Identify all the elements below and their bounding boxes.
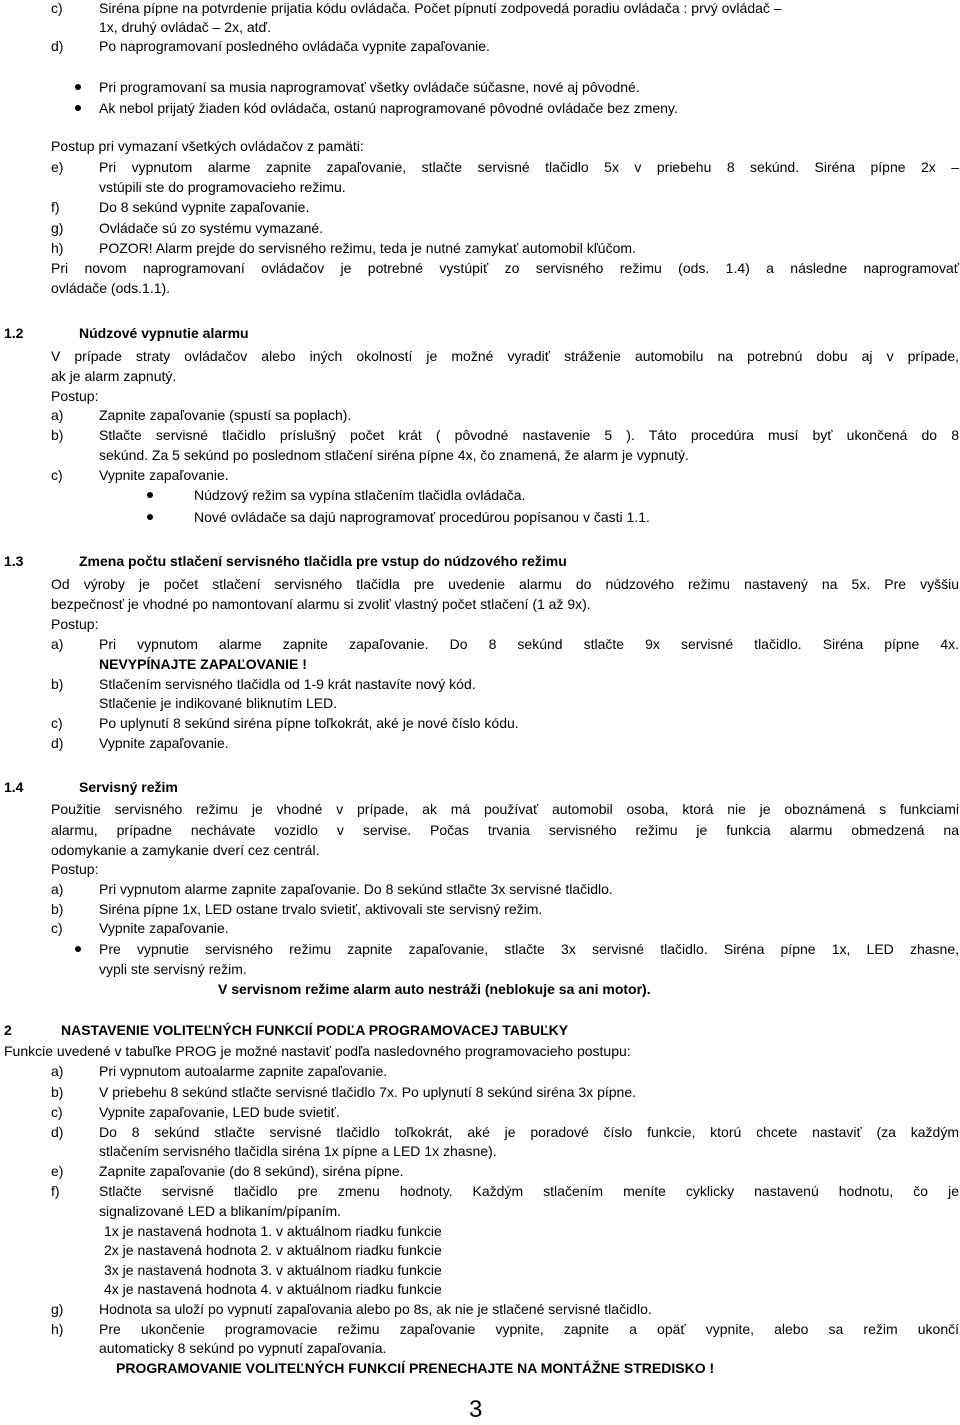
warning-text: NEVYPÍNAJTE ZAPAĽOVANIE ! bbox=[99, 656, 307, 672]
paragraph-text: Použitie servisného režimu je vhodné v prípade, ak má používať automobil osoba, ktorá nie je oboznámená s funkciami bbox=[51, 801, 959, 817]
section-title: Zmena počtu stlačení servisného tlačidla pre vstup do núdzového režimu bbox=[79, 553, 567, 569]
list-label: c) bbox=[51, 0, 63, 16]
list-text: Stlačením servisného tlačidla od 1-9 krát nastavíte nový kód. bbox=[99, 676, 476, 692]
value-line: 2x je nastavená hodnota 2. v aktuálnom riadku funkcie bbox=[104, 1242, 442, 1258]
section-title: Servisný režim bbox=[79, 779, 178, 795]
bullet-text: Nové ovládače sa dajú naprogramovať procedúrou popísanou v časti 1.1. bbox=[194, 509, 650, 525]
section-title: Núdzové vypnutie alarmu bbox=[79, 325, 249, 341]
list-text: signalizované LED a blikaním/pípaním. bbox=[99, 1203, 342, 1219]
paragraph-text: Pri novom naprogramovaní ovládačov je potrebné vystúpiť zo servisného režimu (ods. 1.4) a následne naprogramovať bbox=[51, 260, 959, 276]
list-text: Zapnite zapaľovanie (do 8 sekúnd), siréna pípne. bbox=[99, 1163, 404, 1179]
list-text: vstúpili ste do programovacieho režimu. bbox=[99, 179, 346, 195]
bullet-text: Núdzový režim sa vypína stlačením tlačidla ovládača. bbox=[194, 487, 526, 503]
list-label: c) bbox=[51, 467, 63, 483]
list-label: d) bbox=[51, 735, 64, 751]
list-text: Ovládače sú zo systému vymazané. bbox=[99, 220, 324, 236]
list-label: b) bbox=[51, 1084, 64, 1100]
value-line: 4x je nastavená hodnota 4. v aktuálnom riadku funkcie bbox=[104, 1281, 442, 1297]
list-label: c) bbox=[51, 715, 63, 731]
bullet-icon bbox=[75, 84, 81, 90]
paragraph-heading: Postup pri vymazaní všetkých ovládačov z pamäti: bbox=[51, 138, 364, 154]
value-line: 1x je nastavená hodnota 1. v aktuálnom riadku funkcie bbox=[104, 1223, 442, 1239]
list-text: Stlačte servisné tlačidlo príslušný počet krát ( pôvodné nastavenie 5 ). Táto procedúra musí byť ukončená do 8 bbox=[99, 427, 959, 443]
list-text: Pre ukončenie programovacie režimu zapaľovanie vypnite, zapnite a opäť vypnite, alebo sa režim ukončí bbox=[99, 1321, 959, 1337]
postup-label: Postup: bbox=[51, 616, 99, 632]
bullet-text: Pre vypnutie servisného režimu zapnite zapaľovanie, stlačte 3x servisné tlačidlo. Siréna pípne 1x, LED zhasne, bbox=[99, 941, 959, 957]
list-text: Vypnite zapaľovanie, LED bude svietiť. bbox=[99, 1104, 340, 1120]
list-text: Siréna pípne na potvrdenie prijatia kódu ovládača. Počet pípnutí zodpovedá poradiu ovládača : prvý ovládač – bbox=[99, 0, 782, 16]
list-text: Pri vypnutom autoalarme zapnite zapaľovanie. bbox=[99, 1063, 388, 1079]
list-label: b) bbox=[51, 901, 64, 917]
list-label: a) bbox=[51, 636, 64, 652]
page-number: 3 bbox=[469, 1396, 483, 1423]
paragraph-text: V prípade straty ovládačov alebo iných okolností je možné vyradiť stráženie automobilu na potrebnú dobu aj v prípade, bbox=[51, 348, 959, 364]
list-text: V priebehu 8 sekúnd stlačte servisné tlačidlo 7x. Po uplynutí 8 sekúnd siréna 3x pípne. bbox=[99, 1084, 636, 1100]
list-label: c) bbox=[51, 1104, 63, 1120]
postup-label: Postup: bbox=[51, 388, 99, 404]
section-number: 1.2 bbox=[4, 325, 24, 341]
list-text: Vypnite zapaľovanie. bbox=[99, 735, 229, 751]
section-title: NASTAVENIE VOLITEĽNÝCH FUNKCIÍ PODĽA PROGRAMOVACEJ TABUĽKY bbox=[61, 1022, 569, 1038]
bullet-text: vypli ste servisný režim. bbox=[99, 961, 247, 977]
list-text: Po uplynutí 8 sekúnd siréna pípne toľkokrát, aké je nové číslo kódu. bbox=[99, 715, 519, 731]
list-label: g) bbox=[51, 220, 64, 236]
list-text: stlačením servisného tlačidla siréna 1x pípne a LED 1x zhasne). bbox=[99, 1143, 497, 1159]
warning-text: V servisnom režime alarm auto nestráži (neblokuje sa ani motor). bbox=[218, 981, 651, 997]
bullet-icon bbox=[75, 946, 81, 952]
list-label: c) bbox=[51, 920, 63, 936]
bullet-icon bbox=[147, 514, 153, 520]
paragraph-text: odomykanie a zamykanie dverí cez centrál. bbox=[51, 842, 320, 858]
list-note: Stlačenie je indikované bliknutím LED. bbox=[99, 695, 338, 711]
list-text: Pri vypnutom alarme zapnite zapaľovanie, stlačte servisné tlačidlo 5x v priebehu 8 sekúnd. Siréna pípne 2x – bbox=[99, 159, 959, 175]
list-text: POZOR! Alarm prejde do servisného režimu, teda je nutné zamykať automobil kľúčom. bbox=[99, 240, 636, 256]
list-text: Po naprogramovaní posledného ovládača vypnite zapaľovanie. bbox=[99, 38, 490, 54]
list-text: Vypnite zapaľovanie. bbox=[99, 467, 229, 483]
list-label: a) bbox=[51, 881, 64, 897]
list-text: Pri vypnutom alarme zapnite zapaľovanie. Do 8 sekúnd stlačte 9x servisné tlačidlo. Siréna pípne 4x. bbox=[99, 636, 959, 652]
list-label: a) bbox=[51, 1063, 64, 1079]
list-label: a) bbox=[51, 407, 64, 423]
list-label: d) bbox=[51, 1124, 64, 1140]
list-text: sekúnd. Za 5 sekúnd po poslednom stlačení siréna pípne 4x, čo znamená, že alarm je vypnutý. bbox=[99, 447, 689, 463]
list-text: Stlačte servisné tlačidlo pre zmenu hodnoty. Každým stlačením meníte cyklicky nastavenú hodnotu, čo je bbox=[99, 1183, 959, 1199]
list-label: b) bbox=[51, 676, 64, 692]
paragraph-text: alarmu, prípadne nechávate vozidlo v servise. Počas trvania servisného režimu je funkcia alarmu obmedzená na bbox=[51, 822, 959, 838]
list-label: b) bbox=[51, 427, 64, 443]
postup-label: Postup: bbox=[51, 861, 99, 877]
list-text: 1x, druhý ovládač – 2x, atď. bbox=[99, 19, 272, 35]
value-line: 3x je nastavená hodnota 3. v aktuálnom riadku funkcie bbox=[104, 1262, 442, 1278]
list-text: automaticky 8 sekúnd po vypnutí zapaľovania. bbox=[99, 1340, 387, 1356]
list-label: f) bbox=[51, 1183, 60, 1199]
list-text: Zapnite zapaľovanie (spustí sa poplach). bbox=[99, 407, 352, 423]
warning-text: PROGRAMOVANIE VOLITEĽNÝCH FUNKCIÍ PRENECHAJTE NA MONTÁŽNE STREDISKO ! bbox=[116, 1360, 715, 1376]
paragraph-text: bezpečnosť je vhodné po namontovaní alarmu si zvoliť vlastný počet stlačení (1 až 9x). bbox=[51, 596, 591, 612]
list-label: f) bbox=[51, 199, 60, 215]
paragraph-text: Od výroby je počet stlačení servisného tlačidla pre uvedenie alarmu do núdzového režimu nastavený na 5x. Pre vyššiu bbox=[51, 576, 959, 592]
list-label: e) bbox=[51, 1163, 64, 1179]
list-label: h) bbox=[51, 240, 64, 256]
paragraph-text: Funkcie uvedené v tabuľke PROG je možné nastaviť podľa nasledovného programovacieho postupu: bbox=[4, 1043, 631, 1059]
list-text: Hodnota sa uloží po vypnutí zapaľovania alebo po 8s, ak nie je stlačené servisné tlačidlo. bbox=[99, 1301, 652, 1317]
section-number: 1.4 bbox=[4, 779, 24, 795]
list-text: Siréna pípne 1x, LED ostane trvalo svietiť, aktivovali ste servisný režim. bbox=[99, 901, 543, 917]
bullet-icon bbox=[147, 492, 153, 498]
section-number: 1.3 bbox=[4, 553, 24, 569]
list-label: e) bbox=[51, 159, 64, 175]
list-label: d) bbox=[51, 38, 64, 54]
list-label: h) bbox=[51, 1321, 64, 1337]
section-number: 2 bbox=[4, 1022, 12, 1038]
list-label: g) bbox=[51, 1301, 64, 1317]
paragraph-text: ak je alarm zapnutý. bbox=[51, 368, 177, 384]
paragraph-text: ovládače (ods.1.1). bbox=[51, 280, 171, 296]
list-text: Do 8 sekúnd vypnite zapaľovanie. bbox=[99, 199, 310, 215]
list-text: Vypnite zapaľovanie. bbox=[99, 920, 229, 936]
bullet-text: Pri programovaní sa musia naprogramovať všetky ovládače súčasne, nové aj pôvodné. bbox=[99, 79, 640, 95]
list-text: Do 8 sekúnd stlačte servisné tlačidlo toľkokrát, aké je poradové číslo funkcie, ktorú chcete nastaviť (za každým bbox=[99, 1124, 959, 1140]
list-text: Pri vypnutom alarme zapnite zapaľovanie. Do 8 sekúnd stlačte 3x servisné tlačidlo. bbox=[99, 881, 613, 897]
bullet-icon bbox=[75, 105, 81, 111]
bullet-text: Ak nebol prijatý žiaden kód ovládača, ostanú naprogramované pôvodné ovládače bez zmeny. bbox=[99, 100, 678, 116]
